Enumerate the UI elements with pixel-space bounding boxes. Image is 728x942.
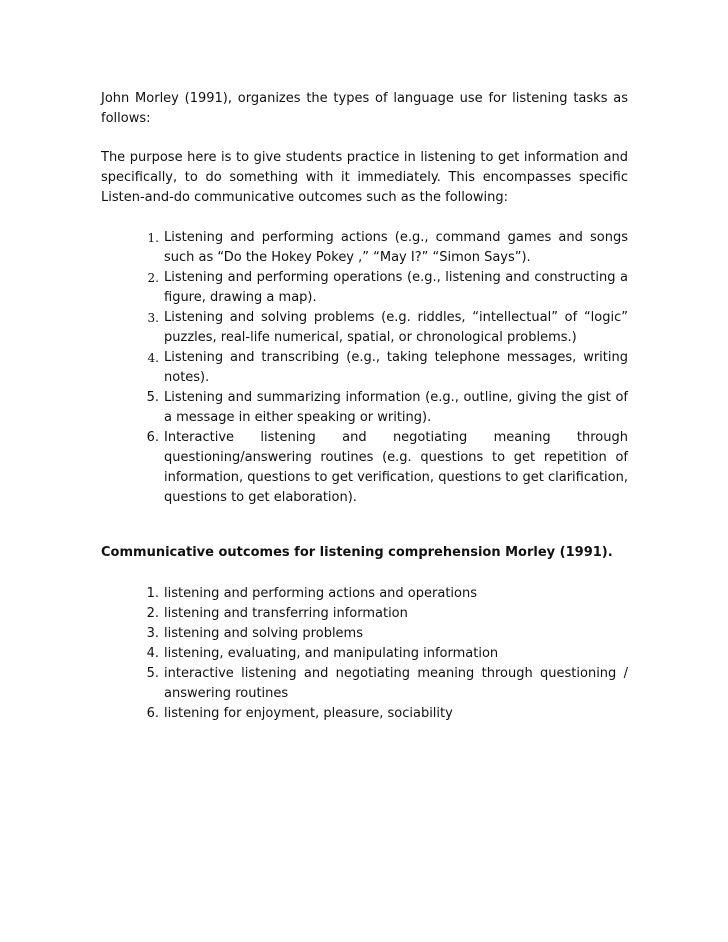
list-item (101, 428, 628, 508)
list-number: 3. (146, 626, 159, 641)
list-item-text: listening and solving problems (164, 626, 363, 641)
list-item (101, 308, 628, 348)
list-item-text: Listening and solving problems (e.g. riddles, “intellectual” of “logic” puzzles, real-life numerical, spatial, or chronological problems.) (164, 310, 628, 345)
listen-and-do-list (101, 228, 628, 508)
list-item (101, 268, 628, 308)
section-heading: Communicative outcomes for listening comprehension Morley (1991). (101, 545, 613, 560)
list-item-text: interactive listening and negotiating meaning through questioning / answering routines (164, 666, 628, 701)
list-number: 2. (147, 271, 159, 285)
list-number: 3. (147, 311, 159, 325)
purpose-paragraph: The purpose here is to give students practice in listening to get information and specifically, to do something with it immediately. This encompasses specific Listen-and-do communicative outcomes such as the following: (101, 150, 628, 205)
list-item-text: Listening and transcribing (e.g., taking telephone messages, writing notes). (164, 350, 628, 385)
list-item-text: Listening and performing actions (e.g., command games and songs such as “Do the Hokey Pokey ,” “May I?” “Simon Says”). (164, 230, 628, 265)
list-item (101, 644, 628, 664)
list-item-text: listening and performing actions and operations (164, 586, 477, 601)
list-item-text: listening for enjoyment, pleasure, sociability (164, 706, 453, 721)
list-item (101, 584, 628, 604)
list-number: 1. (147, 231, 159, 245)
list-number: 4. (147, 351, 159, 365)
list-item (101, 388, 628, 428)
list-number: 5. (146, 390, 159, 405)
communicative-outcomes-list (101, 584, 628, 724)
list-number: 5. (146, 666, 159, 681)
list-item-text: Listening and summarizing information (e.g., outline, giving the gist of a message in either speaking or writing). (164, 390, 628, 425)
list-item (101, 228, 628, 268)
list-item-text: listening, evaluating, and manipulating information (164, 646, 499, 661)
list-number: 1. (146, 586, 159, 601)
list-item (101, 604, 628, 624)
list-item-text: Interactive listening and negotiating meaning through questioning/answering routines (e.g. questions to get repetition of information, questions to get verification, questions to get clarification, questions to get elaboration). (164, 430, 628, 505)
list-item (101, 704, 628, 724)
list-item-text: Listening and performing operations (e.g., listening and constructing a figure, drawing a map). (164, 270, 628, 305)
list-number: 2. (146, 606, 159, 621)
list-item (101, 624, 628, 644)
list-item-text: listening and transferring information (164, 606, 408, 621)
list-number: 6. (146, 706, 159, 721)
list-item (101, 664, 628, 704)
list-number: 4. (146, 646, 159, 661)
intro-paragraph: John Morley (1991), organizes the types of language use for listening tasks as follows: (101, 91, 628, 126)
list-number: 6. (146, 430, 159, 445)
list-item (101, 348, 628, 388)
